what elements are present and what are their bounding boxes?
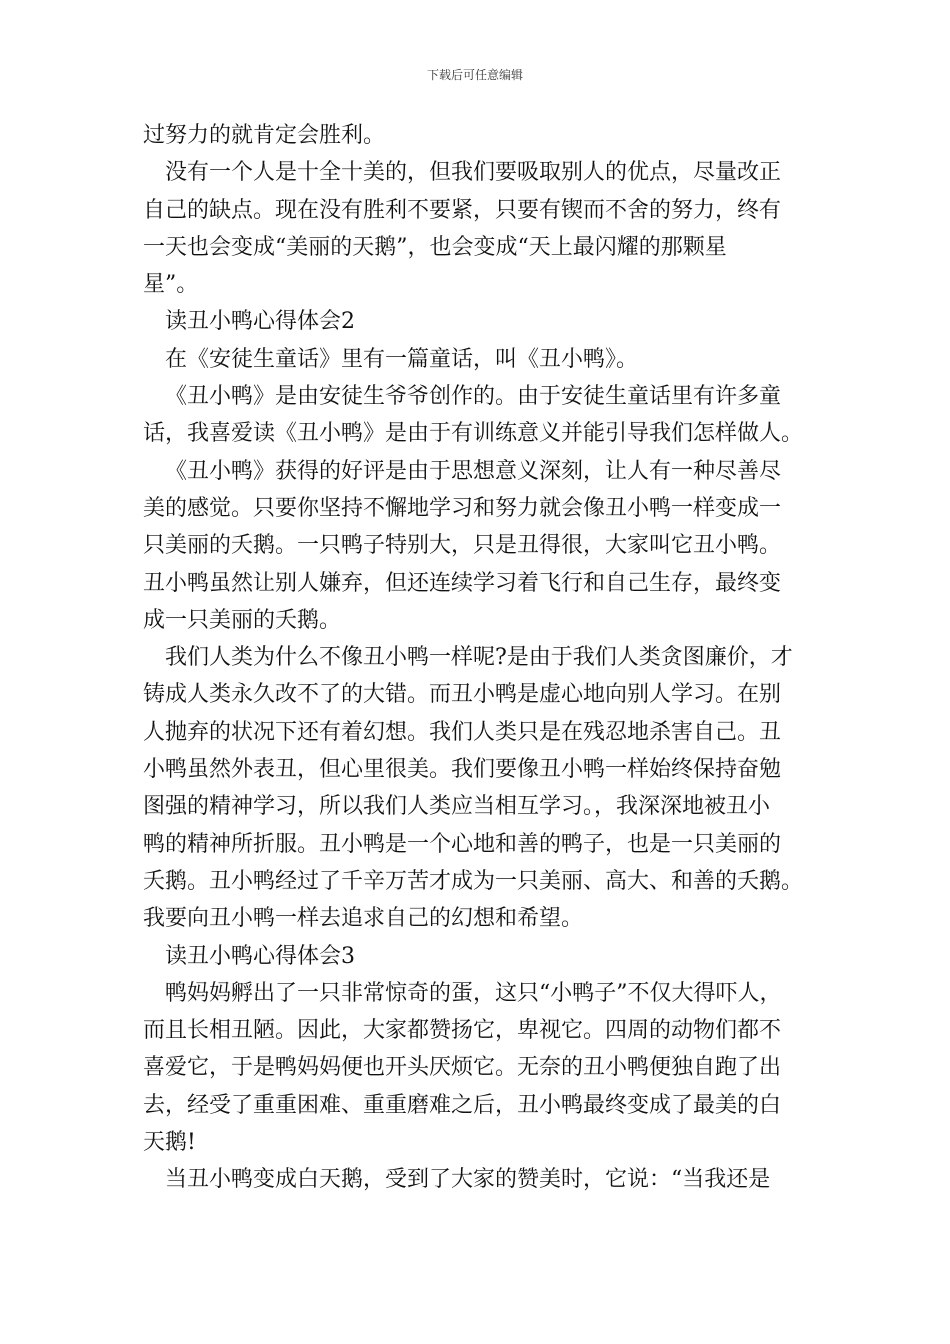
text-line: 喜爱它，于是鸭妈妈便也开头厌烦它。无奈的丑小鸭便独自跑了出 [143, 1055, 782, 1081]
text-line: 《丑小鸭》是由安徒生爷爷创作的。由于安徒生童话里有许多童 [165, 384, 782, 410]
text-line: 只美丽的夭鹅。一只鸭子特别大，只是丑得很，大家叫它丑小鸭。 [143, 533, 782, 559]
text-line: 人抛弃的状况下还有着幻想。我们人类只是在残忍地杀害自己。丑 [143, 719, 782, 745]
text-line: 我们人类为什么不像丑小鸭一样呢?是由于我们人类贪图廉价，才 [165, 645, 793, 671]
section-heading: 读丑小鸭心得体会2 [165, 309, 355, 335]
text-line: 当丑小鸭变成白天鹅，受到了大家的赞美时，它说：“当我还是 [165, 1167, 771, 1193]
text-line: 去，经受了重重困难、重重磨难之后，丑小鸭最终变成了最美的白 [143, 1092, 782, 1118]
text-line: 自己的缺点。现在没有胜利不要紧，只要有锲而不舍的努力，终有 [143, 197, 782, 223]
text-line: 星”。 [143, 272, 199, 298]
text-line: 没有一个人是十全十美的，但我们要吸取别人的优点，尽量改正 [165, 160, 782, 186]
text-line: 图强的精神学习，所以我们人类应当相互学习。，我深深地被丑小 [143, 794, 771, 820]
text-line: 美的感觉。只要你坚持不懈地学习和努力就会像丑小鸭一样变成一 [143, 495, 782, 521]
text-line: 在《安徒生童话》里有一篇童话，叫《丑小鸭》。 [165, 346, 639, 372]
text-line: 丑小鸭虽然让别人嫌弃，但还连续学习着飞行和自己生存，最终变 [143, 570, 782, 596]
text-line: 话，我喜爱读《丑小鸭》是由于有训练意义并能引导我们怎样做人。 [143, 421, 804, 447]
section-heading: 读丑小鸭心得体会3 [165, 943, 355, 969]
text-line: 过努力的就肯定会胜利。 [143, 123, 386, 148]
text-line: 我要向丑小鸭一样去追求自己的幻想和希望。 [143, 906, 584, 932]
text-line: 一天也会变成“美丽的天鹅”，也会变成“天上最闪耀的那颗星 [143, 234, 727, 260]
text-line: 而且长相丑陋。因此，大家都赞扬它，卑视它。四周的动物们都不 [143, 1018, 782, 1044]
text-line: 鸭的精神所折服。丑小鸭是一个心地和善的鸭子，也是一只美丽的 [143, 831, 782, 857]
text-line: 小鸭虽然外表丑，但心里很美。我们要像丑小鸭一样始终保持奋勉 [143, 757, 782, 783]
text-line: 天鹅! [143, 1130, 196, 1156]
text-line: 铸成人类永久改不了的大错。而丑小鸭是虚心地向别人学习。在别 [143, 682, 782, 708]
document-body [143, 117, 823, 1199]
text-line: 鸭妈妈孵出了一只非常惊奇的蛋，这只“小鸭子”不仅大得吓人， [165, 980, 782, 1006]
text-line: 成一只美丽的夭鹅。 [143, 607, 342, 633]
text-line: 《丑小鸭》获得的好评是由于思想意义深刻，让人有一种尽善尽 [165, 458, 782, 484]
text-line: 夭鹅。丑小鸭经过了千辛万苦才成为一只美丽、高大、和善的夭鹅。 [143, 868, 804, 894]
page-header: 下载后可任意编辑 [426, 68, 523, 82]
